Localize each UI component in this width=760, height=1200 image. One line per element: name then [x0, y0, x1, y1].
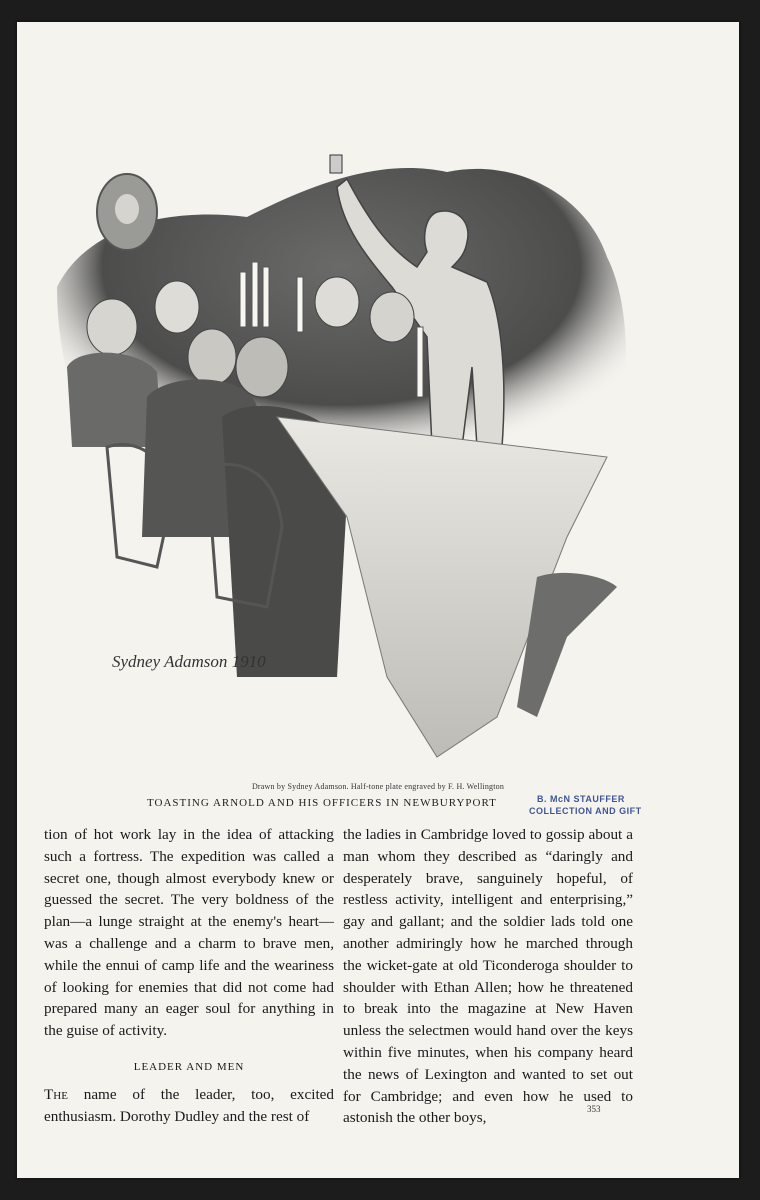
collection-stamp [529, 793, 669, 817]
caption-text: TOASTING ARNOLD AND HIS OFFICERS IN NEWBURYPORT [147, 797, 497, 809]
book-page [17, 22, 739, 1178]
left-column [44, 824, 334, 1128]
left-paragraph-2-text: name of the leader, too, excited enthusiasm. Dorothy Dudley and the rest of [44, 1085, 334, 1125]
illustration-credit: Drawn by Sydney Adamson. Half-tone plate engraved by F. H. Wellington [251, 782, 505, 791]
engraving-illustration [47, 117, 687, 777]
paragraph-lead-word: The [44, 1085, 68, 1103]
right-paragraph-1: the ladies in Cambridge loved to gossip about a man whom they described as “daringly and desperately brave, sanguinely hopeful, of restless activity, intelligent and enterprising,” gay and gallant; and the soldier lads told one another admiringly how he marched through the wicket-gate at old Ticonderoga shoulder to shoulder with Ethan Allen; how he threatened to break into the magazine at New Haven unless the selectmen would hand over the keys within five minutes, when his company heard the news of Lexington and wanted to set out for Cambridge; and even how he used to astonish the other boys, [343, 826, 633, 1127]
section-heading: LEADER AND MEN [133, 1060, 245, 1073]
right-column [343, 824, 633, 1129]
left-paragraph-1: tion of hot work lay in the idea of attacking such a fortress. The expedition was called a secret one, though almost everybody knew or guessed the secret. The very boldness of the plan—a lunge straight at the enemy's heart—was a challenge and a charm to brave men, while the ennui of camp life and the weariness of looking for enemies that did not come had prepared many an eager soul for anything in the guise of activity. [44, 826, 334, 1040]
stamp-line-2: COLLECTION AND GIFT [529, 806, 642, 816]
left-paragraph-2 [44, 1084, 334, 1128]
stamp-line-1: B. McN STAUFFER [537, 794, 625, 804]
page-number: 353 [587, 1104, 601, 1114]
artist-signature: Sydney Adamson 1910 [112, 652, 266, 671]
